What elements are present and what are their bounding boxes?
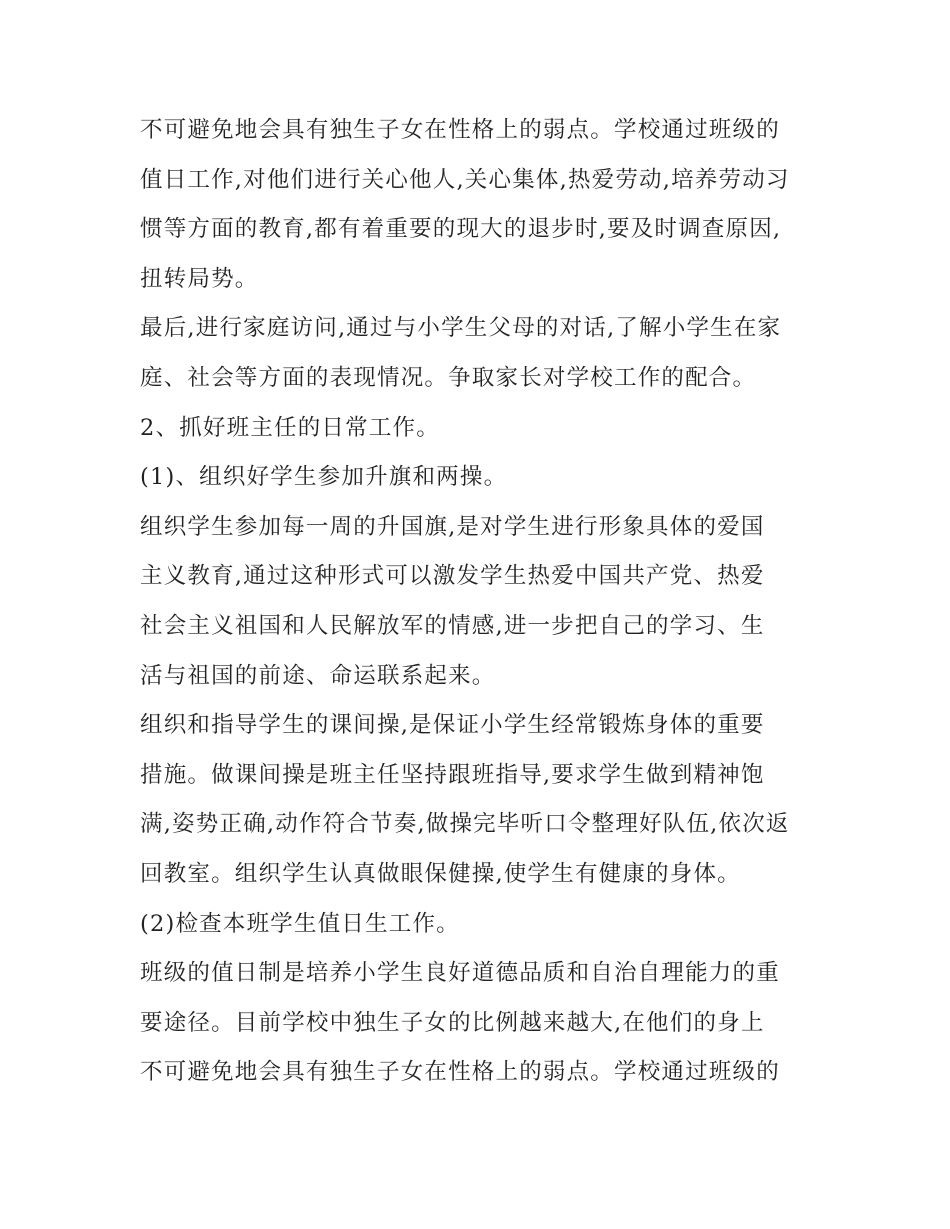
text-line-2: 值日工作,对他们进行关心他人,关心集体,热爱劳动,培养劳动习 (140, 166, 790, 193)
text-line-4: 扭转局势。 (140, 265, 259, 292)
section-heading-2: 2、抓好班主任的日常工作。 (140, 414, 440, 441)
text-line-14: 措施。做课间操是班主任坚持跟班指导,要求学生做到精神饱 (140, 761, 765, 788)
text-line-6: 庭、社会等方面的表现情况。争取家长对学校工作的配合。 (140, 364, 757, 391)
text-line-3: 惯等方面的教育,都有着重要的现大的退步时,要及时调查原因, (140, 216, 782, 243)
text-line-15: 满,姿势正确,动作符合节奏,做操完毕听口令整理好队伍,依次返 (140, 811, 790, 838)
subsection-heading-2: (2)检查本班学生值日生工作。 (140, 910, 460, 937)
subsection-heading-1: (1)、组织好学生参加升旗和两操。 (140, 464, 508, 491)
text-line-19: 要途径。目前学校中独生子女的比例越来越大,在他们的身上 (140, 1009, 765, 1036)
text-line-12: 活与祖国的前途、命运联系起来。 (140, 662, 496, 689)
text-line-13: 组织和指导学生的课间操,是保证小学生经常锻炼身体的重要 (140, 712, 765, 739)
text-line-9: 组织学生参加每一周的升国旗,是对学生进行形象具体的爱国 (140, 513, 765, 540)
text-line-11: 社会主义祖国和人民解放军的情感,进一步把自己的学习、生 (140, 612, 765, 639)
text-line-16: 回教室。组织学生认真做眼保健操,使学生有健康的身体。 (140, 860, 741, 887)
text-line-1: 不可避免地会具有独生子女在性格上的弱点。学校通过班级的 (140, 117, 780, 143)
text-line-10: 主义教育,通过这种形式可以激发学生热爱中国共产党、热爱 (140, 563, 765, 590)
text-line-18: 班级的值日制是培养小学生良好道德品质和自治自理能力的重 (140, 960, 780, 987)
text-line-5: 最后,进行家庭访问,通过与小学生父母的对话,了解小学生在家 (140, 315, 782, 342)
text-line-20: 不可避免地会具有独生子女在性格上的弱点。学校通过班级的 (140, 1059, 780, 1086)
document-body (140, 106, 830, 1098)
